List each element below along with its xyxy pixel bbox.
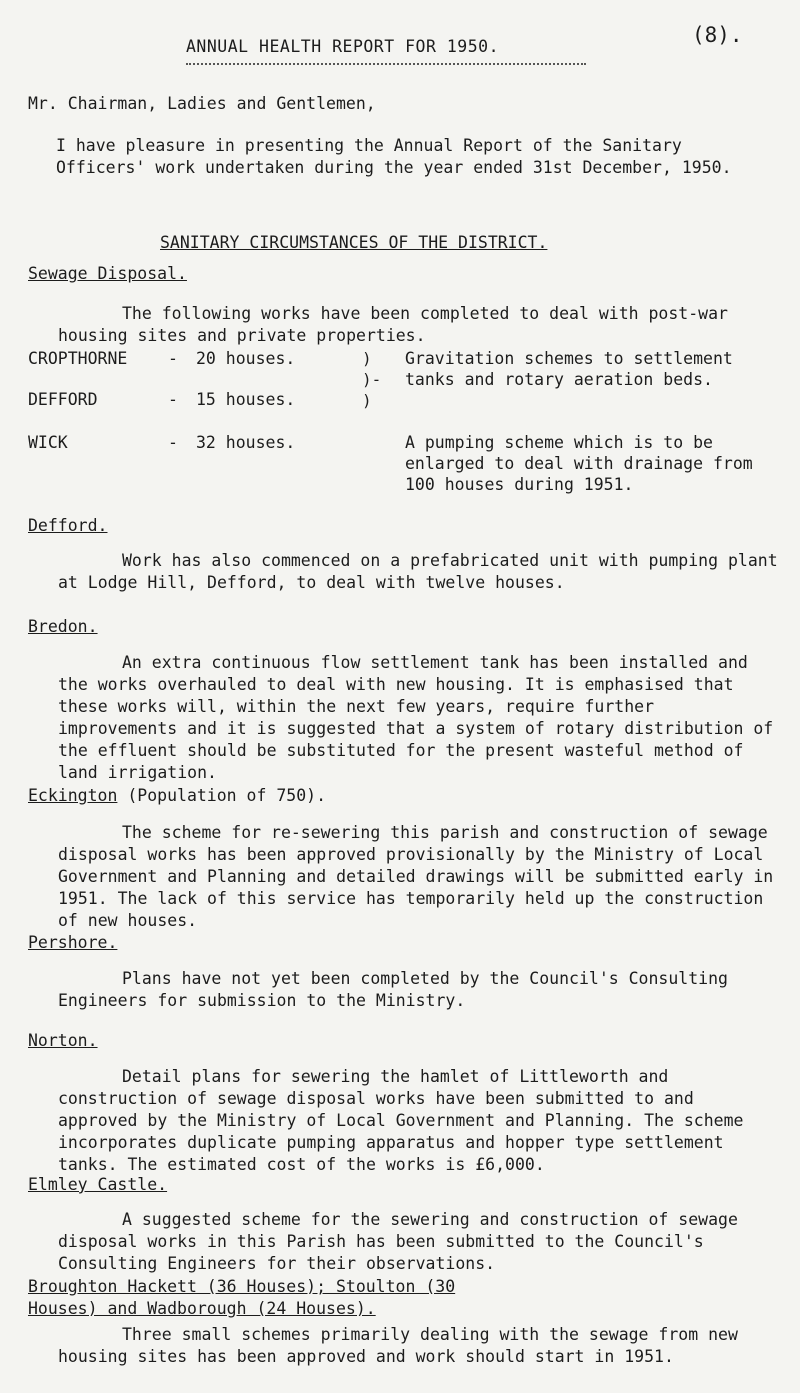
title-rule bbox=[186, 63, 586, 65]
row-cropthorne bbox=[28, 348, 295, 370]
text-eckington: The scheme for re-sewering this parish and construction of sewage disposal works has been approved provisionally by the Ministry of Local Government and Planning and detailed drawings will be submitted early in 1951. The lack of this service has temporarily held up the construction of new houses. bbox=[58, 823, 774, 930]
place-name: DEFFORD bbox=[28, 390, 98, 409]
house-count: 20 houses. bbox=[196, 349, 296, 368]
heading-broughton: Broughton Hackett (36 Houses); Stoulton (30 Houses) and Wadborough (24 Houses). bbox=[28, 1277, 456, 1318]
page-number: (8). bbox=[692, 23, 743, 47]
house-count: 15 houses. bbox=[196, 390, 296, 409]
sewage-intro: The following works have been completed to deal with post-war housing sites and private properties. bbox=[58, 304, 728, 345]
text-norton: Detail plans for sewering the hamlet of Littleworth and construction of sewage disposal works have been submitted to and approved by the Ministry of Local Government and Planning. The scheme incorporates duplicate pumping apparatus and hopper type settlement tanks. The estimated cost of the works is £6,000. bbox=[58, 1067, 744, 1174]
heading-norton: Norton. bbox=[28, 1031, 98, 1050]
row-wick bbox=[28, 432, 295, 454]
bracket: ) )- ) bbox=[362, 349, 382, 410]
heading-eckington bbox=[28, 785, 326, 807]
heading-defford: Defford. bbox=[28, 516, 108, 535]
bracket-note: Gravitation schemes to settlement tanks and rotary aeration beds. bbox=[405, 349, 733, 389]
heading-pershore: Pershore. bbox=[28, 933, 118, 952]
report-title: ANNUAL HEALTH REPORT FOR 1950. bbox=[186, 37, 500, 56]
section-title: SANITARY CIRCUMSTANCES OF THE DISTRICT. bbox=[160, 233, 548, 252]
sewage-heading: Sewage Disposal. bbox=[28, 264, 187, 283]
text-pershore: Plans have not yet been completed by the Council's Consulting Engineers for submission to the Ministry. bbox=[58, 969, 728, 1010]
heading-bredon: Bredon. bbox=[28, 617, 98, 636]
place-name: WICK bbox=[28, 433, 68, 452]
house-count: 32 houses. bbox=[196, 433, 296, 452]
row-defford bbox=[28, 389, 295, 411]
salutation: Mr. Chairman, Ladies and Gentlemen, bbox=[28, 94, 376, 113]
heading-eckington-suffix: (Population of 750). bbox=[117, 786, 327, 805]
dash: - bbox=[168, 390, 178, 409]
wick-note: A pumping scheme which is to be enlarged to deal with drainage from 100 houses during 1951. bbox=[405, 433, 753, 494]
intro-paragraph: I have pleasure in presenting the Annual Report of the Sanitary Officers' work undertaken during the year ended 31st December, 1950. bbox=[56, 136, 732, 177]
heading-elmley: Elmley Castle. bbox=[28, 1175, 168, 1194]
dash: - bbox=[168, 349, 178, 368]
heading-eckington-name: Eckington bbox=[28, 786, 118, 805]
text-bredon: An extra continuous flow settlement tank has been installed and the works overhauled to deal with new housing. It is emphasised that these works will, within the next few years, require further improvements and it is suggested that a system of rotary distribution of the effluent should be substituted for the present wasteful method of land irrigation. bbox=[58, 653, 774, 782]
text-elmley: A suggested scheme for the sewering and construction of sewage disposal works in this Parish has been submitted to the Council's Consulting Engineers for their observations. bbox=[58, 1210, 738, 1273]
dash: - bbox=[168, 433, 178, 452]
place-name: CROPTHORNE bbox=[28, 349, 128, 368]
text-broughton: Three small schemes primarily dealing with the sewage from new housing sites has been approved and work should start in 1951. bbox=[58, 1325, 738, 1366]
text-defford: Work has also commenced on a prefabricated unit with pumping plant at Lodge Hill, Defford, to deal with twelve houses. bbox=[58, 551, 778, 592]
